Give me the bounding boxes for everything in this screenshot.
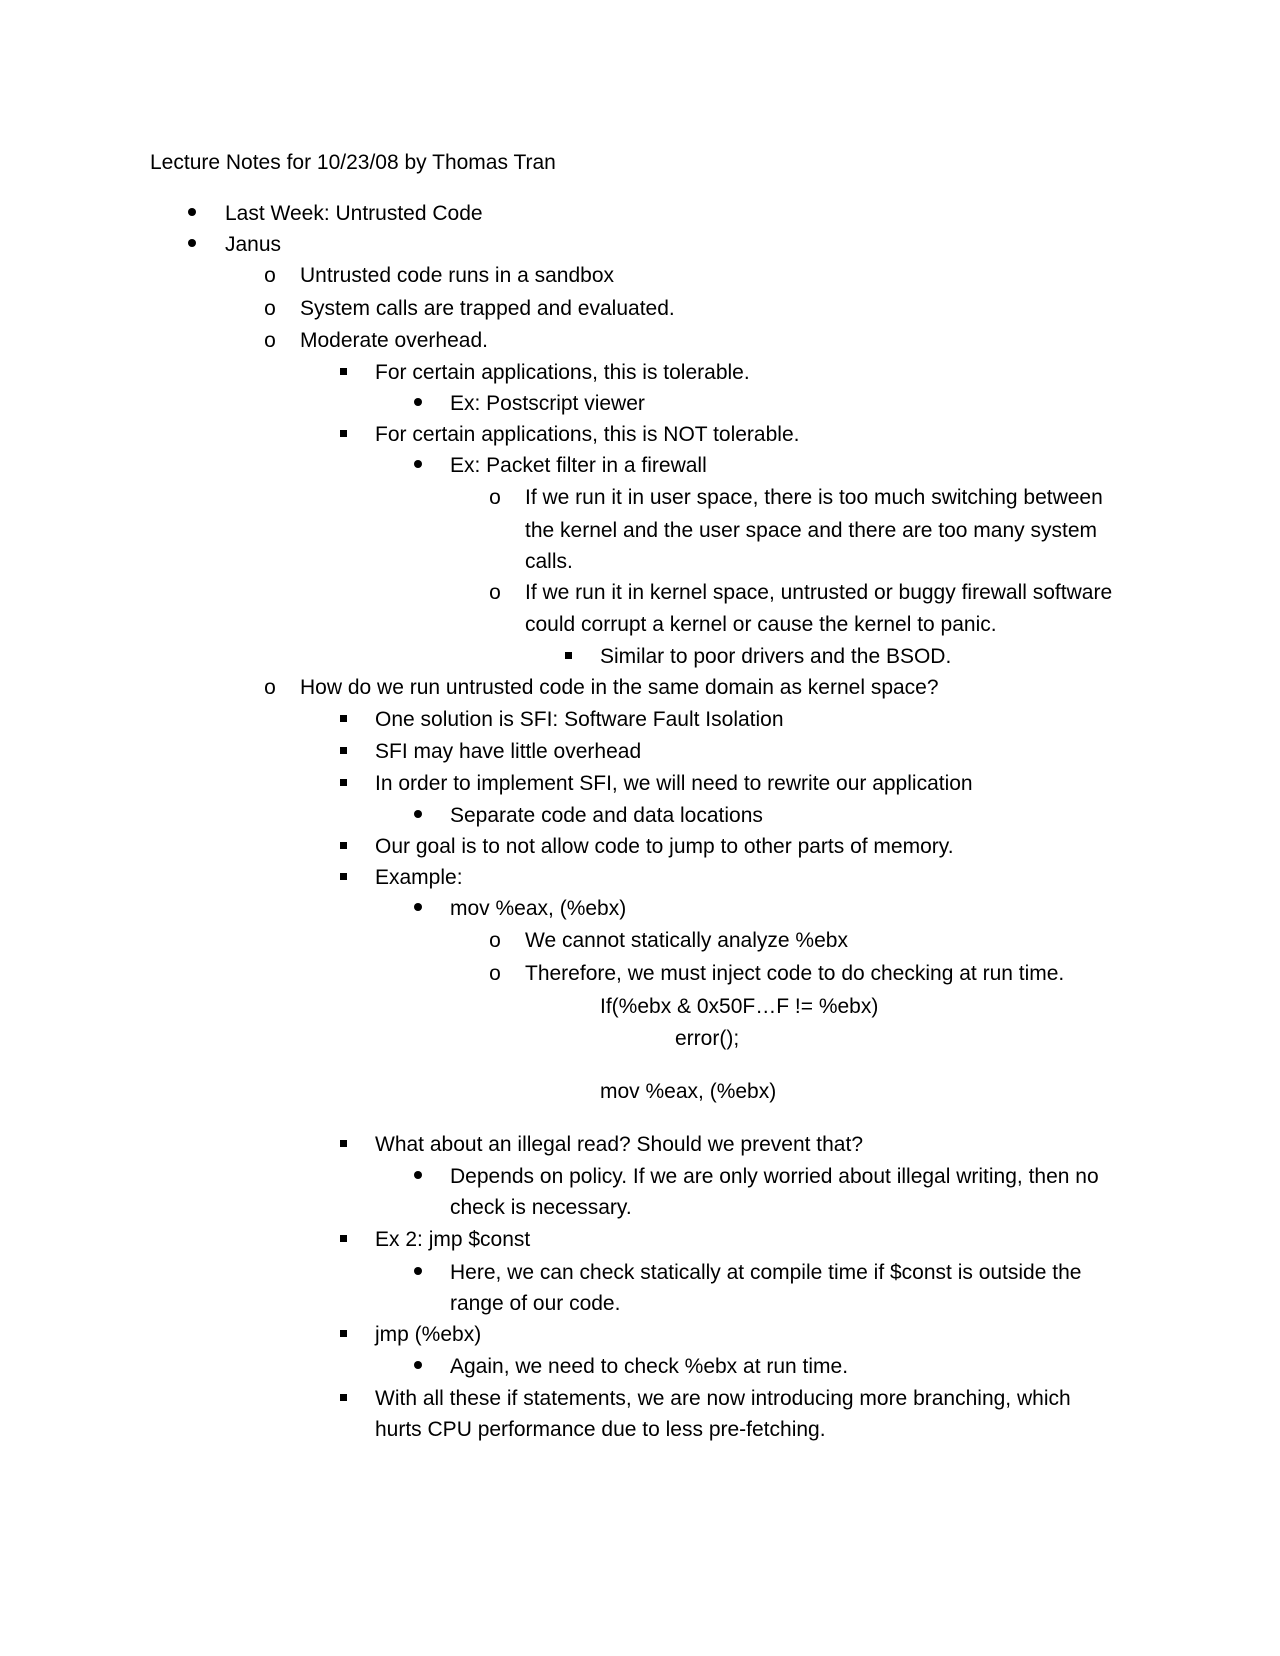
- bullet-icon: [182, 233, 202, 257]
- square-bullet-icon: [333, 866, 353, 890]
- list-item: SFI may have little overhead: [375, 740, 642, 763]
- list-item: In order to implement SFI, we will need to rewrite our application: [375, 772, 973, 795]
- code-line: mov %eax, (%ebx): [600, 1080, 777, 1103]
- square-bullet-icon: [333, 708, 353, 732]
- list-item-continuation: could corrupt a kernel or cause the kernel to panic.: [525, 613, 997, 636]
- circle-bullet-icon: o: [489, 581, 501, 604]
- code-line: If(%ebx & 0x50F…F != %ebx): [600, 995, 879, 1018]
- square-bullet-icon: [558, 645, 578, 669]
- list-item: Depends on policy. If we are only worried about illegal writing, then no: [450, 1165, 1099, 1188]
- list-item-continuation: the kernel and the user space and there are too many system: [525, 519, 1097, 542]
- list-item: Here, we can check statically at compile time if $const is outside the: [450, 1261, 1082, 1284]
- square-bullet-icon: [333, 361, 353, 385]
- bullet-icon: [182, 202, 202, 226]
- list-item: If we run it in user space, there is too much switching between: [525, 486, 1103, 509]
- list-item: For certain applications, this is NOT tolerable.: [375, 423, 800, 446]
- list-item: Ex: Postscript viewer: [450, 392, 645, 415]
- code-line: error();: [675, 1027, 740, 1050]
- square-bullet-icon: [333, 772, 353, 796]
- list-item: Ex: Packet filter in a firewall: [450, 454, 707, 477]
- list-item: Again, we need to check %ebx at run time.: [450, 1355, 849, 1378]
- bullet-icon: [408, 1165, 428, 1189]
- list-item: System calls are trapped and evaluated.: [300, 297, 675, 320]
- square-bullet-icon: [333, 740, 353, 764]
- list-item: Moderate overhead.: [300, 329, 488, 352]
- circle-bullet-icon: o: [264, 297, 276, 320]
- bullet-icon: [408, 804, 428, 828]
- list-item: For certain applications, this is tolerable.: [375, 361, 750, 384]
- list-item: Example:: [375, 866, 463, 889]
- circle-bullet-icon: o: [264, 676, 276, 699]
- list-item: mov %eax, (%ebx): [450, 897, 627, 920]
- circle-bullet-icon: o: [489, 929, 501, 952]
- circle-bullet-icon: o: [489, 486, 501, 509]
- list-item: Similar to poor drivers and the BSOD.: [600, 645, 952, 668]
- square-bullet-icon: [333, 1387, 353, 1411]
- list-item: Our goal is to not allow code to jump to other parts of memory.: [375, 835, 954, 858]
- page-title: Lecture Notes for 10/23/08 by Thomas Tran: [150, 151, 556, 174]
- square-bullet-icon: [333, 835, 353, 859]
- list-item: Separate code and data locations: [450, 804, 763, 827]
- list-item: One solution is SFI: Software Fault Isolation: [375, 708, 784, 731]
- list-item: Janus: [225, 233, 282, 256]
- square-bullet-icon: [333, 423, 353, 447]
- circle-bullet-icon: o: [264, 329, 276, 352]
- bullet-icon: [408, 1355, 428, 1379]
- list-item: If we run it in kernel space, untrusted or buggy firewall software: [525, 581, 1113, 604]
- bullet-icon: [408, 454, 428, 478]
- list-item: Therefore, we must inject code to do checking at run time.: [525, 962, 1065, 985]
- list-item-continuation: check is necessary.: [450, 1196, 632, 1219]
- square-bullet-icon: [333, 1228, 353, 1252]
- list-item-continuation: hurts CPU performance due to less pre-fetching.: [375, 1418, 826, 1441]
- list-item: How do we run untrusted code in the same domain as kernel space?: [300, 676, 939, 699]
- list-item: jmp (%ebx): [375, 1323, 482, 1346]
- bullet-icon: [408, 1261, 428, 1285]
- list-item: Last Week: Untrusted Code: [225, 202, 483, 225]
- list-item: Untrusted code runs in a sandbox: [300, 264, 615, 287]
- square-bullet-icon: [333, 1133, 353, 1157]
- bullet-icon: [408, 897, 428, 921]
- list-item: With all these if statements, we are now introducing more branching, which: [375, 1387, 1071, 1410]
- bullet-icon: [408, 392, 428, 416]
- circle-bullet-icon: o: [264, 264, 276, 287]
- list-item-continuation: range of our code.: [450, 1292, 621, 1315]
- list-item: Ex 2: jmp $const: [375, 1228, 531, 1251]
- list-item: What about an illegal read? Should we prevent that?: [375, 1133, 863, 1156]
- square-bullet-icon: [333, 1323, 353, 1347]
- circle-bullet-icon: o: [489, 962, 501, 985]
- list-item-continuation: calls.: [525, 550, 573, 573]
- list-item: We cannot statically analyze %ebx: [525, 929, 848, 952]
